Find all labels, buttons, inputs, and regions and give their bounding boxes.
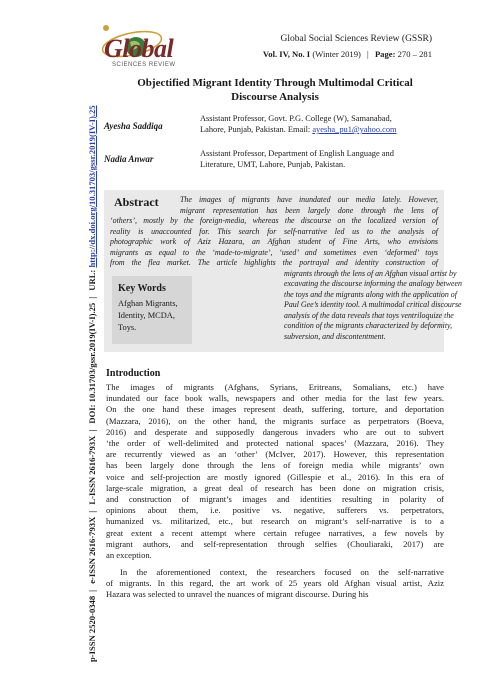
keyword-line: Identity, MCDA,	[118, 311, 175, 320]
keyword-line: Toys.	[118, 323, 137, 332]
abstract-line: photographic work of Aziz Hazara, an Afghan student of Fine Arts, who envisions	[110, 237, 438, 246]
abstract-line: ‘others’, mostly by the foreign-media, whereas the discourse on the localized version of	[110, 216, 438, 225]
author-block	[104, 148, 444, 172]
body-line: inundated our face book walls, newspapers and other media for the last few years.	[106, 393, 444, 404]
abstract-line: from the flea market. The article highlights the portrayal and identity construction of	[110, 258, 438, 267]
e-issn: e-ISSN 2616-793X	[87, 516, 97, 584]
keywords-heading: Key Words	[118, 283, 166, 294]
body-line: ‘the order of well-delimited and protected national spaces’ (Mazzara, 2016). They	[106, 438, 444, 448]
abstract-line: migrants as equal to the ‘made-to-migrate’, ‘used’ and sometimes even ‘deformed’ toys	[110, 247, 438, 257]
author-email[interactable]: ayesha_pu1@yahoo.com	[312, 125, 397, 134]
affiliation-line: Assistant Professor, Govt. P.G. College (W), Samanabad,	[200, 114, 392, 123]
body-line: has been largely done through the lens of foreign media while migrants’ own	[106, 460, 444, 471]
abstract-heading: Abstract	[114, 195, 159, 209]
author-affiliation	[200, 148, 444, 170]
abstract-line: excavating the discourse informing the analogy between	[284, 279, 462, 288]
author-affiliation	[200, 113, 444, 135]
keyword-line: Afghan Migrants,	[118, 299, 178, 308]
abstract-line: reality is unaccounted for. This search for self-narrative led us to the analysis of	[110, 226, 438, 236]
section-heading: Introduction	[106, 368, 161, 379]
abstract-line: subversion, and discontentment.	[284, 331, 386, 341]
abstract-line: The images of migrants have inundated our media lately. However,	[180, 195, 438, 204]
doi-link[interactable]: http://dx.doi.org/10.31703/gssr.2019(IV-I).25	[87, 105, 97, 268]
p-issn: p-ISSN 2520-0348	[87, 595, 97, 662]
sidebar-text: p-ISSN 2520-0348| e-ISSN 2616-793X| L-ISSN 2616-793X| DOI: 10.31703/gssr.2019(IV-I).25| URL: http://dx.doi.org/10.31703/gssr.2019(IV-I).25	[87, 105, 97, 662]
body-line: an exception.	[106, 550, 152, 560]
logo-subtitle: SCIENCES REVIEW	[112, 62, 176, 68]
season: (Winter 2019)	[312, 49, 361, 59]
body-line: Hazara was selected to unravel the nuances of migrant discourse. During his	[106, 589, 369, 600]
body-line: are recurrently viewed as an ‘other’ (McIver, 2017). However, this representation	[106, 449, 444, 460]
volume: Vol. IV, No. I	[262, 49, 311, 59]
abstract-line: Paul Gee’s identity tool. A multimodal critical discourse	[284, 300, 462, 309]
author-name: Nadia Anwar	[104, 154, 154, 164]
page-label: Page:	[374, 49, 396, 59]
author-block	[104, 113, 444, 137]
affiliation-line: Assistant Professor, Department of English Language and	[200, 149, 394, 158]
abstract-line: the toys and the migrants along with the application of	[284, 289, 457, 299]
body-line: migrant authors, and self-representation through selfies (Chouliaraki, 2017) are	[106, 538, 444, 549]
paper-title	[104, 76, 446, 104]
logo-text: Global	[104, 34, 174, 63]
body-line: 2016) and desperate and supposedly dangerous invaders who are out to subvert	[106, 426, 444, 437]
body-line: In the aforementioned context, the researchers focused on the self-narrative	[120, 567, 444, 577]
doi: DOI: 10.31703/gssr.2019(IV-I).25	[87, 302, 97, 424]
journal-title: Global Social Sciences Review (GSSR)	[280, 34, 432, 44]
body-line: voice and self-projection are mostly ignored (Gillespie et al., 2016). In this era of	[106, 471, 444, 482]
title-line: Objectified Migrant Identity Through Multimodal Critical	[137, 77, 413, 89]
body-line: opinions about them, i.e. positive vs. negative, sufferers vs. perpetrators,	[106, 505, 444, 516]
affiliation-line: Literature, UMT, Lahore, Punjab, Pakistan.	[200, 160, 346, 169]
abstract-line: migrants through the lens of an Afghan visual artist by	[284, 268, 457, 278]
body-line: large-scale migration, a great deal of research has been done on migration crisis,	[106, 482, 444, 493]
body-line: (Mazzara, 2016), on the other hand, the migrants surface as perpetrators (Boeva,	[106, 415, 444, 426]
author-name: Ayesha Saddiqa	[104, 121, 163, 131]
pages: 270 – 281	[397, 49, 432, 59]
body-line: On the one hand these images represent death, suffering, torture, and deportation	[106, 404, 444, 415]
keywords-box	[112, 276, 192, 344]
title-line: Discourse Analysis	[231, 91, 319, 103]
affiliation-line: Lahore, Punjab, Pakistan. Email:	[200, 125, 311, 134]
abstract-line: migrant representation has been largely done through the lens of	[180, 205, 438, 215]
body-line: The images of migrants (Afghans, Syrians, Eritreans, Somalians, etc.) have	[106, 382, 444, 392]
l-issn: L-ISSN 2616-793X	[87, 435, 97, 505]
sidebar-identifiers	[62, 22, 97, 662]
url-label: URL:	[87, 269, 97, 291]
body-line: great extent a recent attempt where certain refugee narratives, a few novels by	[106, 527, 444, 538]
body-line: humanized vs. militarized, etc., but research on migrant’s self-narrative is to a	[106, 516, 444, 527]
body-line: and construction of migrant’s images and identities resulting in polarity of	[106, 494, 444, 504]
body-line: of migrants. In this regard, the art work of 25 years old Afghan visual artist, Aziz	[106, 578, 444, 589]
abstract-line: analysis of the data reveals that toys ventriloquize the	[284, 310, 454, 320]
abstract-line: condition of the migrants characterized by deformity,	[284, 321, 453, 330]
journal-issue: Vol. IV, No. I (Winter 2019) | Page: 270 – 281	[262, 49, 432, 59]
journal-logo	[92, 14, 184, 72]
